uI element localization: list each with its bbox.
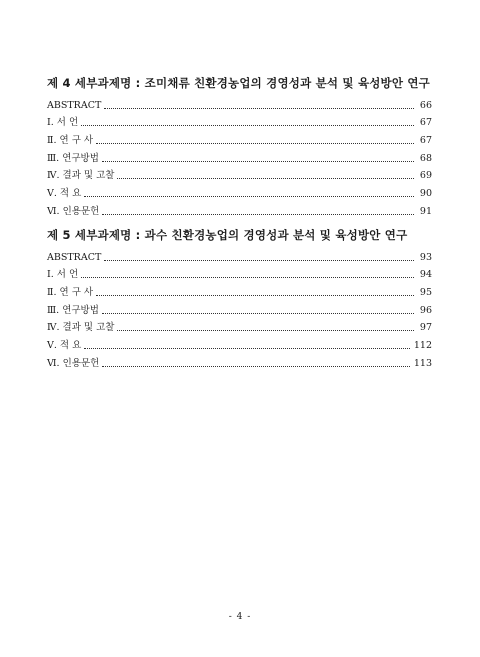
toc-entry-page: 97	[419, 322, 432, 334]
dot-leader	[102, 214, 414, 215]
toc-section-5	[47, 226, 432, 370]
toc-entry-page: 113	[413, 357, 432, 369]
toc-entry-methods[interactable]	[47, 147, 432, 165]
toc-entry-label: ABSTRACT	[47, 251, 102, 263]
toc-entry-page: 66	[419, 99, 432, 111]
toc-entry-page: 95	[419, 287, 432, 299]
toc-entry-methods[interactable]	[47, 299, 432, 317]
toc-entry-label: Ⅰ. 서 언	[47, 117, 79, 129]
toc-entry-page: 94	[419, 269, 432, 281]
toc-entry-label: Ⅲ. 연구방법	[47, 152, 99, 164]
dot-leader	[96, 295, 414, 296]
toc-entry-page: 91	[419, 205, 432, 217]
toc-entry-label: Ⅲ. 연구방법	[47, 304, 99, 316]
dot-leader	[102, 161, 414, 162]
section-title: 제 5 세부과제명 : 과수 친환경농업의 경영성과 분석 및 육성방안 연구	[47, 228, 408, 242]
toc-entry-label: Ⅵ. 인용문헌	[47, 205, 100, 217]
toc-entry-literature-review[interactable]	[47, 281, 432, 299]
section-title: 제 4 세부과제명 : 조미채류 친환경농업의 경영성과 분석 및 육성방안 연구	[47, 76, 430, 90]
toc-entry-label: ABSTRACT	[47, 99, 102, 111]
toc-entry-introduction[interactable]	[47, 112, 432, 130]
toc-entry-abstract[interactable]	[47, 246, 432, 264]
dot-leader	[81, 125, 414, 126]
toc-entry-results[interactable]	[47, 165, 432, 183]
toc-entry-label: Ⅱ. 연 구 사	[47, 135, 94, 147]
dot-leader	[96, 143, 414, 144]
dot-leader	[84, 348, 410, 349]
toc-entry-references[interactable]	[47, 352, 432, 370]
toc-entry-results[interactable]	[47, 317, 432, 335]
dot-leader	[117, 330, 414, 331]
toc-entry-label: Ⅵ. 인용문헌	[47, 357, 100, 369]
toc-entry-page: 69	[419, 170, 432, 182]
toc-entry-label: Ⅴ. 적 요	[47, 188, 82, 200]
toc-entry-references[interactable]	[47, 200, 432, 218]
dot-leader	[102, 366, 410, 367]
page-number: - 4 -	[228, 612, 252, 622]
toc-entry-page: 67	[419, 117, 432, 129]
toc-entry-label: Ⅳ. 결과 및 고찰	[47, 170, 115, 182]
toc-entry-label: Ⅰ. 서 언	[47, 269, 79, 281]
dot-leader	[117, 178, 414, 179]
dot-leader	[81, 277, 414, 278]
toc-entry-summary[interactable]	[47, 182, 432, 200]
toc-section-4	[47, 74, 432, 218]
dot-leader	[102, 313, 414, 314]
toc-entry-literature-review[interactable]	[47, 129, 432, 147]
toc-list	[47, 94, 432, 218]
toc-entry-label: Ⅱ. 연 구 사	[47, 287, 94, 299]
toc-entry-page: 67	[419, 135, 432, 147]
toc-list	[47, 246, 432, 370]
toc-entry-page: 90	[419, 188, 432, 200]
toc-entry-introduction[interactable]	[47, 264, 432, 282]
toc-entry-page: 96	[419, 304, 432, 316]
toc-entry-page: 93	[419, 251, 432, 263]
dot-leader	[104, 108, 414, 109]
toc-entry-page: 68	[419, 152, 432, 164]
toc-entry-page: 112	[413, 340, 432, 352]
toc-entry-summary[interactable]	[47, 334, 432, 352]
dot-leader	[84, 196, 414, 197]
toc-entry-label: Ⅴ. 적 요	[47, 340, 82, 352]
toc-entry-label: Ⅳ. 결과 및 고찰	[47, 322, 115, 334]
toc-entry-abstract[interactable]	[47, 94, 432, 112]
dot-leader	[104, 260, 414, 261]
